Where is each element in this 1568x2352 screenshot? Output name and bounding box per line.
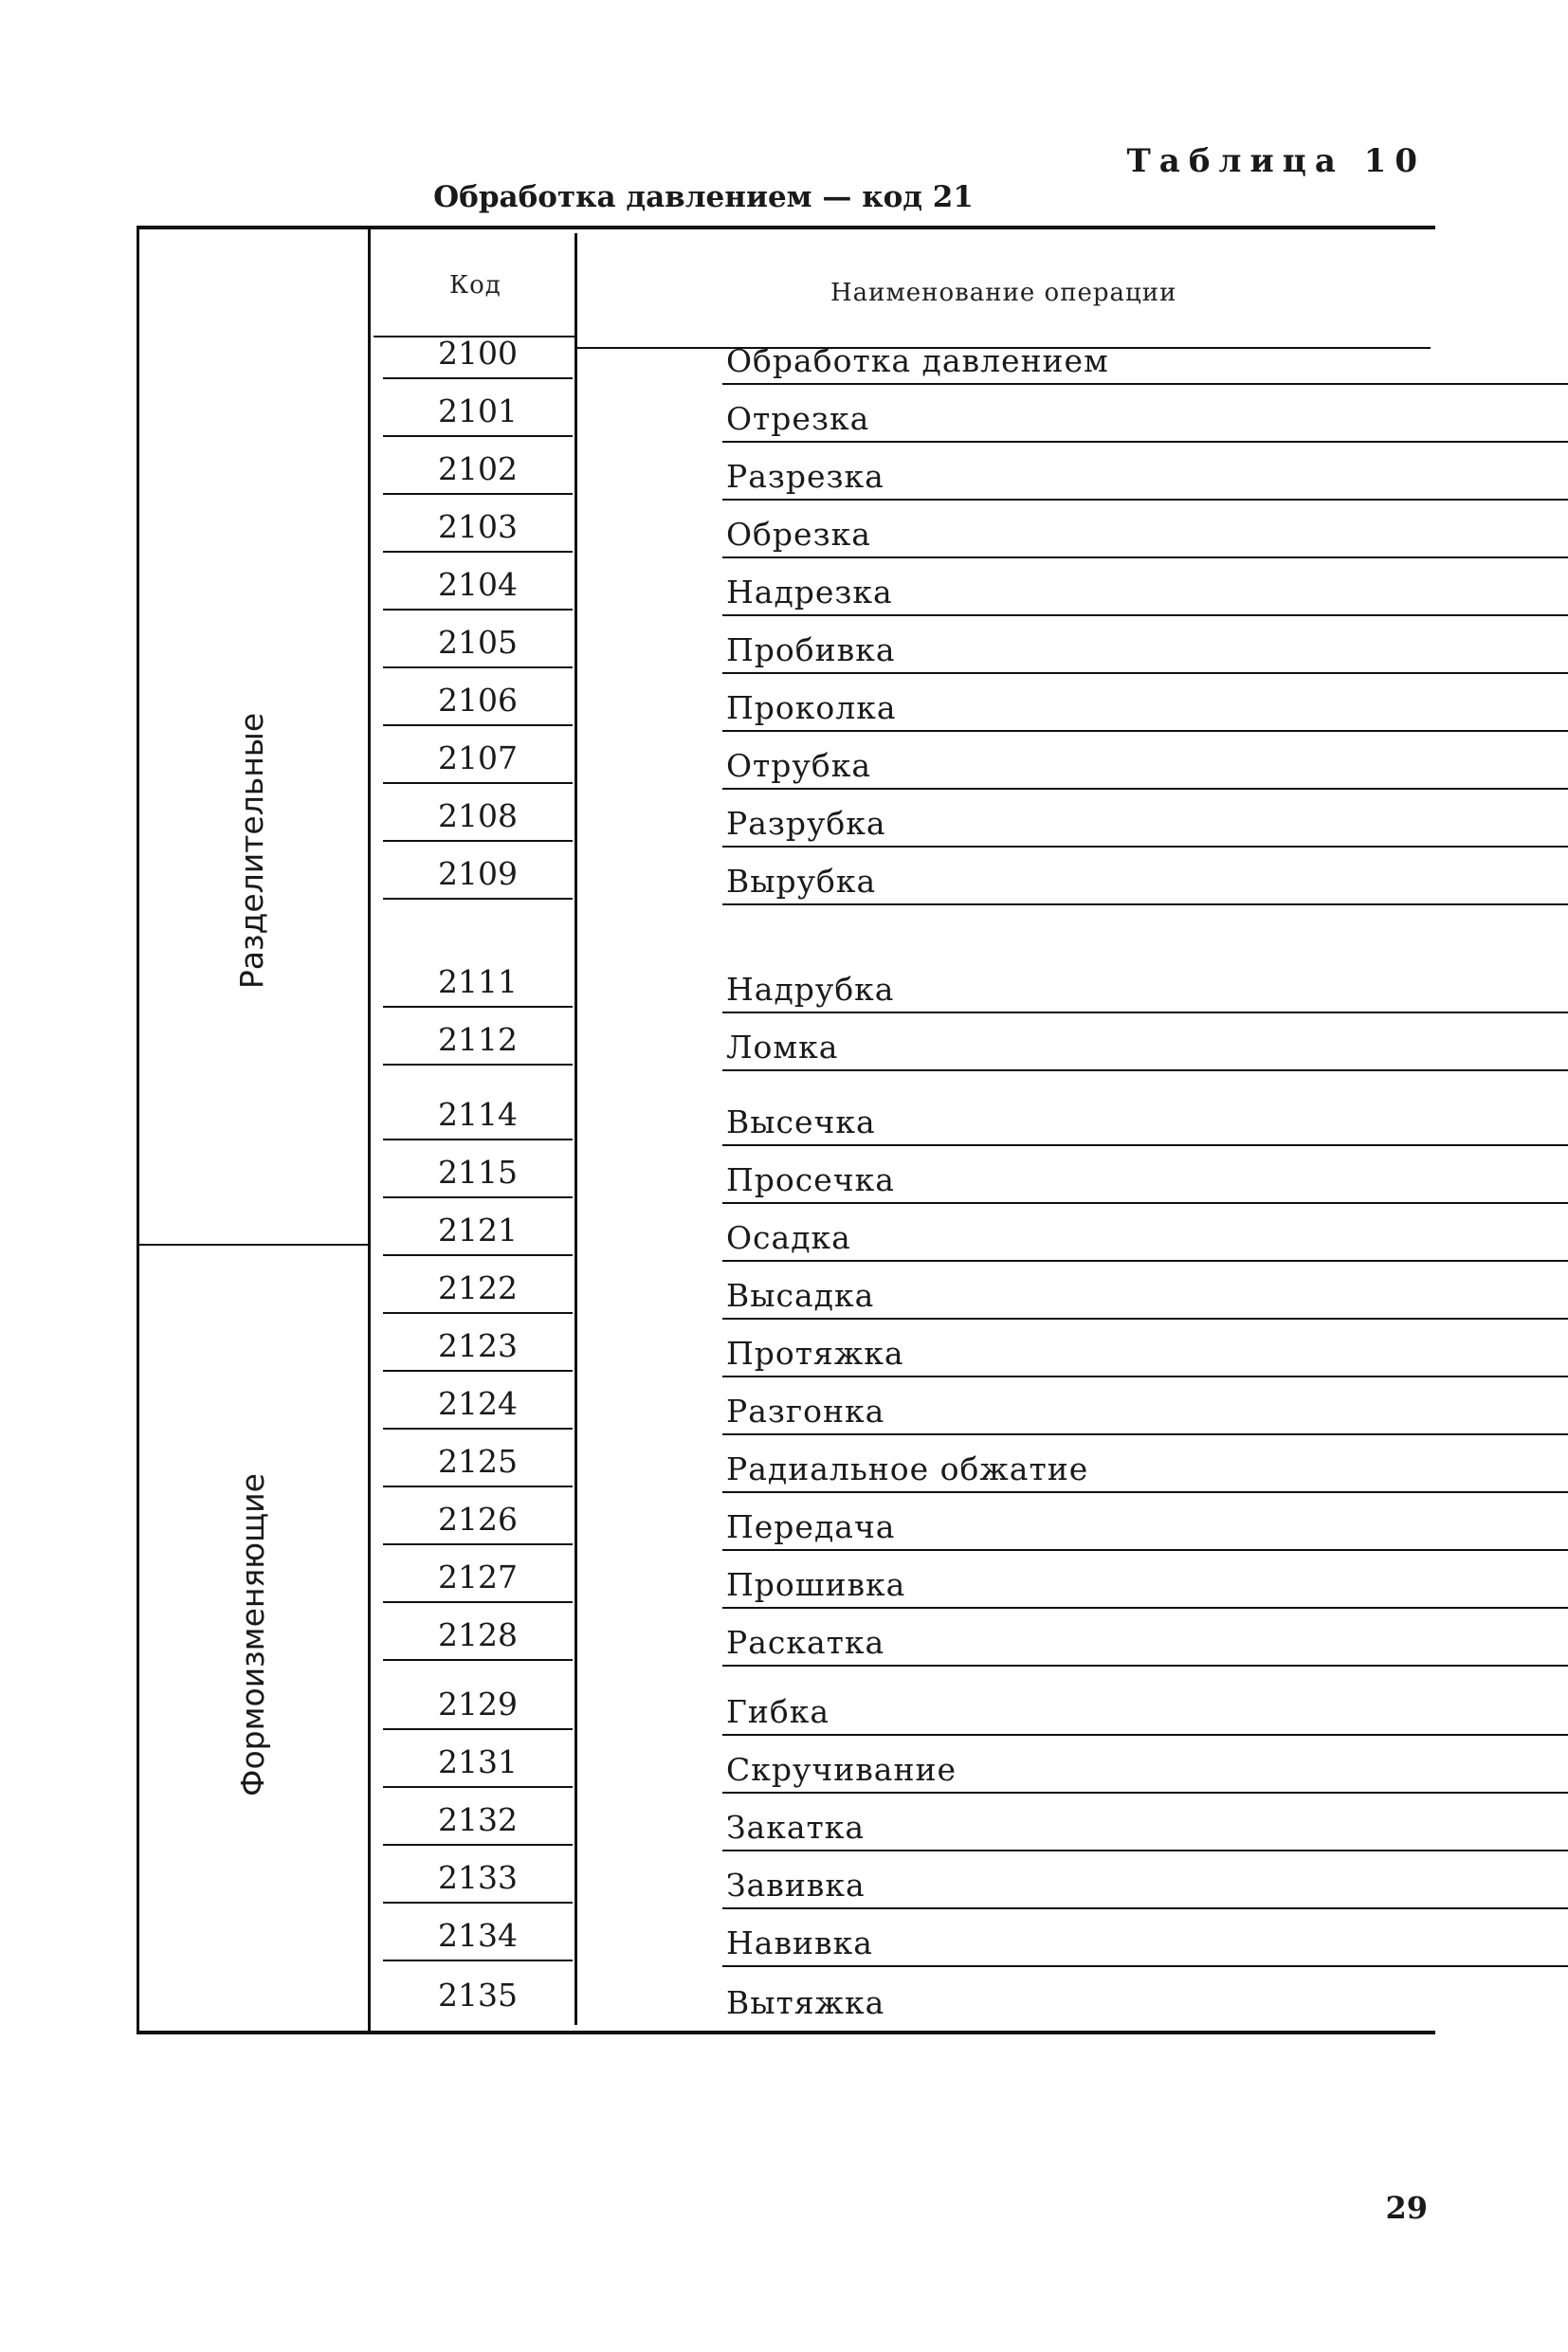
row-code: 2103 [383,508,573,553]
row-code: 2111 [383,963,573,1008]
table-row [374,848,1568,905]
table-row [374,1204,1568,1262]
name-column-header: Наименование операции [830,279,1177,307]
row-code: 2123 [383,1327,573,1372]
row-operation-name: Обработка давлением [722,342,1568,385]
table-row [374,1013,1568,1071]
page-number: 29 [1385,2190,1428,2226]
group-label-separating: Разделительные [233,712,271,989]
table-label: Таблица 10 [1126,142,1426,180]
group-separating [137,457,368,1244]
row-code: 2108 [383,797,573,842]
row-operation-name: Вытяжка [726,1984,885,2021]
table-row [374,1794,1568,1851]
row-code: 2122 [383,1269,573,1314]
row-code: 2129 [383,1686,573,1730]
table-row [374,790,1568,848]
row-code: 2100 [383,335,573,379]
row-operation-name: Разрезка [722,458,1568,501]
group-forming [137,1246,368,2023]
row-code: 2134 [383,1917,573,1961]
row-operation-name: Надрезка [722,574,1568,616]
row-operation-name: Завивка [722,1867,1568,1909]
row-operation-name: Пробивка [722,631,1568,674]
row-operation-name: Разрубка [722,805,1568,848]
row-code: 2102 [383,450,573,495]
row-code: 2132 [383,1801,573,1846]
table-row [374,1493,1568,1551]
row-operation-name: Закатка [722,1809,1568,1851]
table-row [374,1736,1568,1794]
row-code: 2105 [383,624,573,668]
row-operation-name: Надрубка [722,971,1568,1013]
row-operation-name: Передача [722,1508,1568,1551]
row-code: 2127 [383,1559,573,1603]
operations-table [137,226,1435,2034]
table-row [374,1551,1568,1609]
row-operation-name: Разгонка [722,1393,1568,1435]
row-operation-name: Высечка [722,1103,1568,1146]
table-row [374,1262,1568,1320]
table-row [374,1377,1568,1435]
row-code: 2121 [383,1212,573,1256]
row-code: 2107 [383,739,573,784]
row-operation-name: Скручивание [722,1751,1568,1794]
row-code: 2133 [383,1859,573,1904]
row-code: 2126 [383,1501,573,1545]
row-code: 2128 [383,1616,573,1661]
table-row [374,1088,1568,1146]
row-code: 2114 [383,1096,573,1140]
row-code: 2101 [383,392,573,437]
group-column-divider [368,229,371,2031]
row-code: 2106 [383,682,573,726]
table-row [374,385,1568,443]
row-code: 2104 [383,566,573,611]
row-operation-name: Радиальное обжатие [722,1450,1568,1493]
row-operation-name: Отрезка [722,400,1568,443]
table-row [374,1909,1568,1967]
row-code: 2115 [383,1154,573,1198]
table-row [374,501,1568,558]
group-label-forming: Формоизменяющие [233,1472,271,1796]
row-operation-name: Прошивка [722,1566,1568,1609]
row-operation-name: Вырубка [722,863,1568,905]
row-code: 2124 [383,1385,573,1430]
row-operation-name: Просечка [722,1161,1568,1204]
row-operation-name: Проколка [722,689,1568,732]
row-operation-name: Осадка [722,1219,1568,1262]
table-row [374,1609,1568,1667]
row-operation-name: Навивка [722,1924,1568,1967]
row-code: 2131 [383,1743,573,1788]
row-operation-name: Гибка [722,1693,1568,1736]
row-operation-name: Высадка [722,1277,1568,1320]
row-operation-name: Ломка [722,1029,1568,1071]
table-row [374,1146,1568,1204]
table-row [374,1967,1568,2025]
table-row [374,1851,1568,1909]
table-row [374,1320,1568,1377]
row-code: 2112 [383,1021,573,1066]
row-operation-name: Обрезка [722,516,1568,558]
table-row [374,616,1568,674]
table-row [374,674,1568,732]
row-code: 2125 [383,1443,573,1487]
row-operation-name: Раскатка [722,1624,1568,1667]
table-row [374,732,1568,790]
code-column-header: Код [449,271,501,300]
table-title: Обработка давлением — код 21 [433,180,974,214]
row-operation-name: Протяжка [722,1335,1568,1377]
row-code: 2109 [383,855,573,900]
row-code: 2135 [438,1977,518,2014]
table-row [374,1435,1568,1493]
table-row [374,443,1568,501]
table-row [374,1678,1568,1736]
row-operation-name: Отрубка [722,747,1568,790]
table-row [374,956,1568,1013]
table-row [374,558,1568,616]
table-row [374,327,1568,385]
